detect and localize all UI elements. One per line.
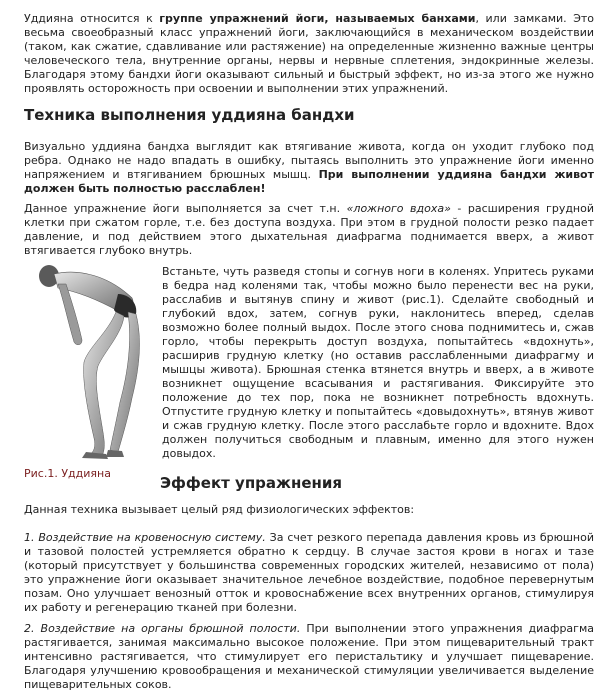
technique-text: Визуально уддияна бандха выглядит как втягивание живота, когда он уходит глубоко под ребра. Однако не надо впадать в ошибку, пытаясь выполнить это упражнение йоги именно напряжением и втягиванием брюшных мышц. (24, 140, 594, 181)
man-bending-illustration (24, 262, 164, 462)
effect-2-paragraph (24, 622, 594, 692)
effect-2-text: При выполнении этого упражнения диафрагма растягивается, занимая максимально высокое положение. При этом пищеварительный тракт интенсивно растягивается, что стимулирует его перистальтику и улучшает пищеварение. Благодаря улучшению кровообращения и механической стимуляции увеличивается выделение пищеварительных соков. (24, 622, 594, 691)
false-breath-term: «ложного вдоха» (346, 202, 451, 215)
section-heading-technique: Техника выполнения уддияна бандхи (24, 106, 355, 124)
section-heading-effect: Эффект упражнения (160, 474, 343, 492)
figure-caption: Рис.1. Уддияна (24, 467, 111, 480)
intro-text-2: , или замками. Это весьма своеобразный класс упражнений йоги, заключающийся в механическом воздействии (таком, как сжатие, сдавливание или растяжение) на определенные жизненно важные центры человеческого тела, внутренние органы, нервы и нервные сплетения, эндокринные железы. Благодаря этому бандхи йоги оказывают сильный и быстрый эффект, но из-за этого же нужно проявлять осторожность при освоении и выполнении этих упражнений. (24, 12, 595, 95)
uddiyana-figure-image (24, 262, 164, 462)
intro-paragraph (24, 12, 594, 96)
effect-1-text: За счет резкого перепада давления кровь из брюшной и тазовой полостей устремляется обратно к сердцу. В случае застоя крови в ногах и тазе (который присутствует у большинства современных городских жителей, независимо от пола) это упражнение йоги оказывает значительное лечебное воздействие, подобное перевернутым позам. Оно улучшает венозный отток и кровоснабжение всех внутренних органов, стимулируя их работу и регенерацию тканей при болезни. (24, 531, 594, 614)
effect-1-label: 1. Воздействие на кровеносную систему. (24, 531, 266, 544)
effect-1-paragraph (24, 531, 594, 615)
effect-2-label: 2. Воздействие на органы брюшной полости. (24, 622, 301, 635)
effects-intro: Данная техника вызывает целый ряд физиологических эффектов: (24, 503, 415, 516)
technique-paragraph (24, 140, 594, 196)
technique-warning: При выполнении уддияна бандхи живот должен быть полностью расслаблен! (24, 168, 594, 195)
intro-text-1: Уддияна относится к (24, 12, 160, 25)
false-breath-text-1: Данное упражнение йоги выполняется за счет т.н. (24, 202, 347, 215)
false-breath-paragraph (24, 202, 594, 258)
intro-bold: группе упражнений йоги, называемых банхами (159, 12, 476, 25)
steps-paragraph: Встаньте, чуть разведя стопы и согнув ноги в коленях. Упритесь руками в бедра над коленями так, чтобы можно было перенести вес на руки, расслабив и вытянув спину и живот (рис.1). Сделайте свободный и глубокий вдох, затем, согнув руки, наклонитесь вперед, сделав возможно более полный выдох. После этого снова поднимитесь и, сжав горло, чтобы перекрыть доступ воздуха, попытайтесь «вдохнуть», расширив грудную клетку (но оставив расслабленными диафрагму и мышцы живота). Брюшная стенка втянется внутрь и вверх, а в животе возникнет ощущение всасывания и растягивания. Фиксируйте это положение до тех пор, пока не возникнет потребность вдохнуть. Отпустите грудную клетку и попытайтесь «довыдохнуть», втянув живот и сжав грудную клетку. После этого расслабьте горло и вдохните. Вдох должен получиться свободным и плавным, именно для этого нужен довыдох. (162, 265, 594, 460)
false-breath-text-2: - расширения грудной клетки при сжатом горле, т.е. без доступа воздуха. При этом в грудной полости резко падает давление, и под действием этого дыхательная диафрагма поднимается вверх, а живот втягивается глубоко внутрь. (24, 202, 595, 257)
